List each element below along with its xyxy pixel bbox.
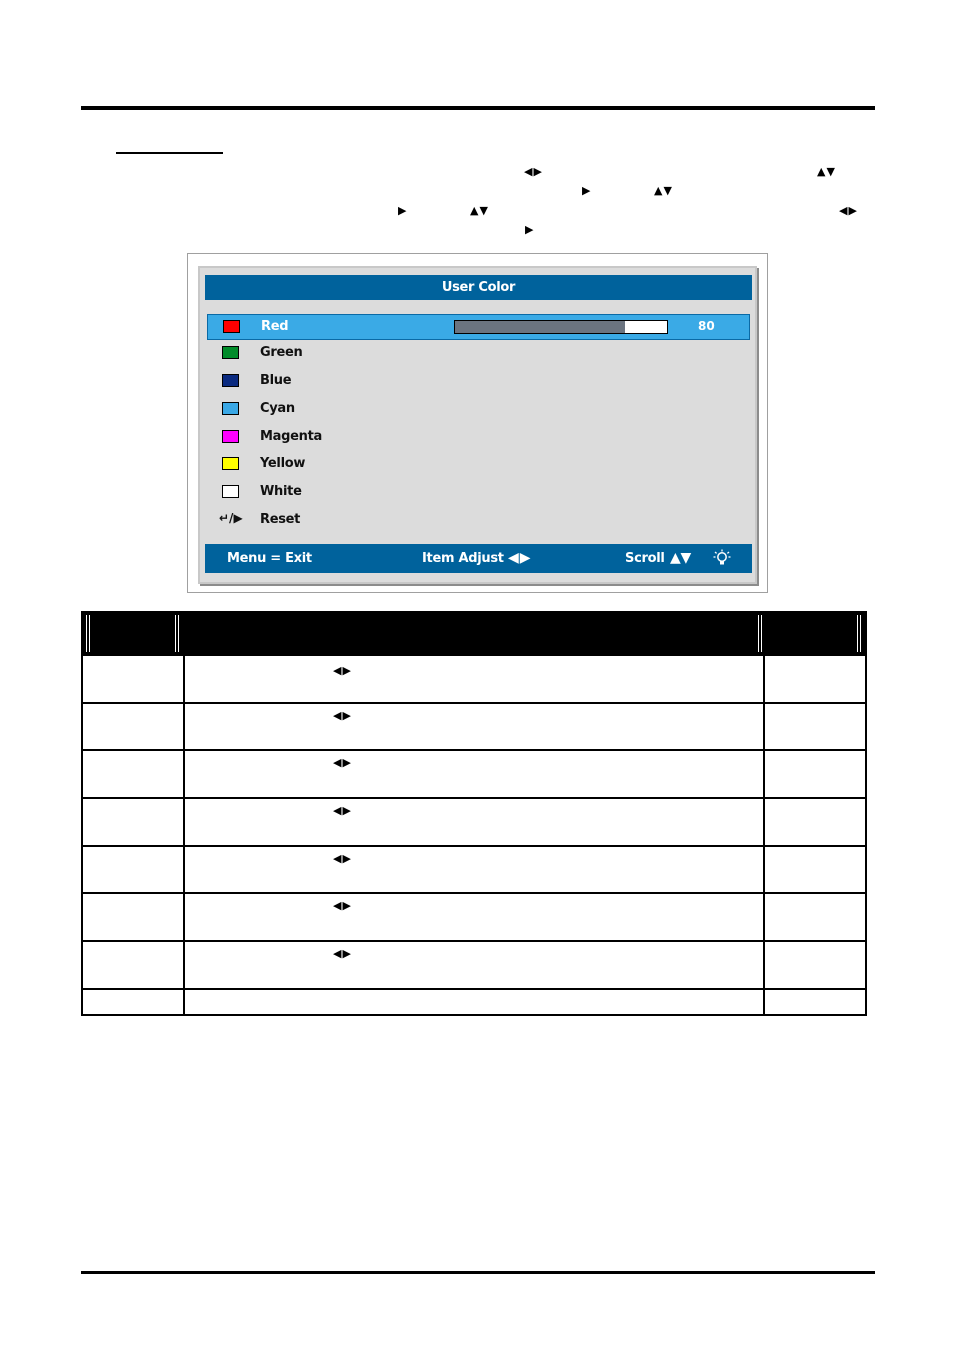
table-row-divider — [81, 988, 867, 990]
user-color-osd-screenshot — [187, 253, 768, 593]
osd-item-label: Cyan — [260, 401, 295, 416]
right-arrow-icon: ▶ — [398, 204, 408, 217]
osd-item-white[interactable] — [207, 480, 750, 506]
green-swatch-icon — [222, 346, 239, 359]
left-right-arrow-icon: ◀▶ — [333, 947, 352, 960]
white-swatch-icon — [222, 485, 239, 498]
magenta-swatch-icon — [222, 430, 239, 443]
red-level-value: 80 — [698, 319, 715, 333]
osd-footer — [205, 544, 752, 573]
scroll-hint: Scroll — [625, 551, 665, 566]
up-down-arrow-icon: ▲▼ — [817, 165, 836, 178]
red-swatch-icon — [223, 320, 240, 333]
osd-item-label: Green — [260, 345, 303, 360]
up-down-arrow-icon: ▲▼ — [470, 204, 489, 217]
header-cell-edge — [758, 615, 762, 652]
osd-title: User Color — [205, 275, 752, 300]
osd-item-green[interactable] — [207, 341, 750, 367]
yellow-swatch-icon — [222, 457, 239, 470]
osd-item-yellow[interactable] — [207, 452, 750, 478]
table-row-divider — [81, 892, 867, 894]
left-right-arrow-icon: ◀▶ — [333, 852, 352, 865]
red-level-fill — [455, 321, 625, 333]
left-right-arrow-icon: ◀▶ — [333, 804, 352, 817]
footer-rule — [81, 1271, 875, 1274]
right-arrow-icon: ▶ — [582, 184, 592, 197]
right-arrow-icon: ▶ — [525, 223, 535, 236]
up-down-arrow-icon: ▲▼ — [670, 550, 691, 566]
enter-right-icon: ↵/▶ — [219, 511, 243, 525]
header-cell-edge — [86, 615, 90, 652]
header-rule — [81, 106, 875, 110]
osd-panel — [198, 266, 757, 584]
left-right-arrow-icon: ◀▶ — [524, 165, 543, 178]
left-right-arrow-icon: ◀▶ — [333, 899, 352, 912]
left-right-arrow-icon: ◀▶ — [508, 550, 532, 566]
table-row-divider — [81, 845, 867, 847]
osd-item-label: White — [260, 484, 302, 499]
blue-swatch-icon — [222, 374, 239, 387]
table-bottom-border — [81, 1014, 867, 1016]
osd-item-cyan[interactable] — [207, 397, 750, 423]
section-heading-underline — [116, 152, 223, 154]
red-level-slider[interactable] — [454, 320, 668, 334]
osd-item-label: Magenta — [260, 429, 322, 444]
lightbulb-icon — [713, 549, 731, 568]
osd-item-label: Reset — [260, 512, 301, 527]
item-adjust-hint: Item Adjust — [422, 551, 504, 566]
table-border-right — [865, 656, 867, 1016]
settings-table — [81, 611, 867, 1016]
osd-item-label: Yellow — [260, 456, 306, 471]
left-right-arrow-icon: ◀▶ — [333, 664, 352, 677]
menu-exit-hint: Menu = Exit — [227, 551, 312, 566]
up-down-arrow-icon: ▲▼ — [654, 184, 673, 197]
table-border-left — [81, 656, 83, 1016]
osd-item-label: Red — [261, 319, 289, 334]
osd-item-label: Blue — [260, 373, 292, 388]
left-right-arrow-icon: ◀▶ — [333, 756, 352, 769]
osd-item-magenta[interactable] — [207, 425, 750, 451]
table-row-divider — [81, 749, 867, 751]
table-column-divider — [183, 656, 185, 1016]
osd-item-red[interactable] — [207, 314, 750, 340]
cyan-swatch-icon — [222, 402, 239, 415]
header-cell-edge — [857, 615, 861, 652]
left-right-arrow-icon: ◀▶ — [333, 709, 352, 722]
osd-item-blue[interactable] — [207, 369, 750, 395]
table-row-divider — [81, 797, 867, 799]
left-right-arrow-icon: ◀▶ — [839, 204, 858, 217]
table-row-divider — [81, 702, 867, 704]
osd-item-reset[interactable] — [207, 508, 750, 534]
table-header — [81, 611, 867, 656]
header-cell-edge — [175, 615, 179, 652]
table-row-divider — [81, 940, 867, 942]
table-column-divider — [763, 656, 765, 1016]
